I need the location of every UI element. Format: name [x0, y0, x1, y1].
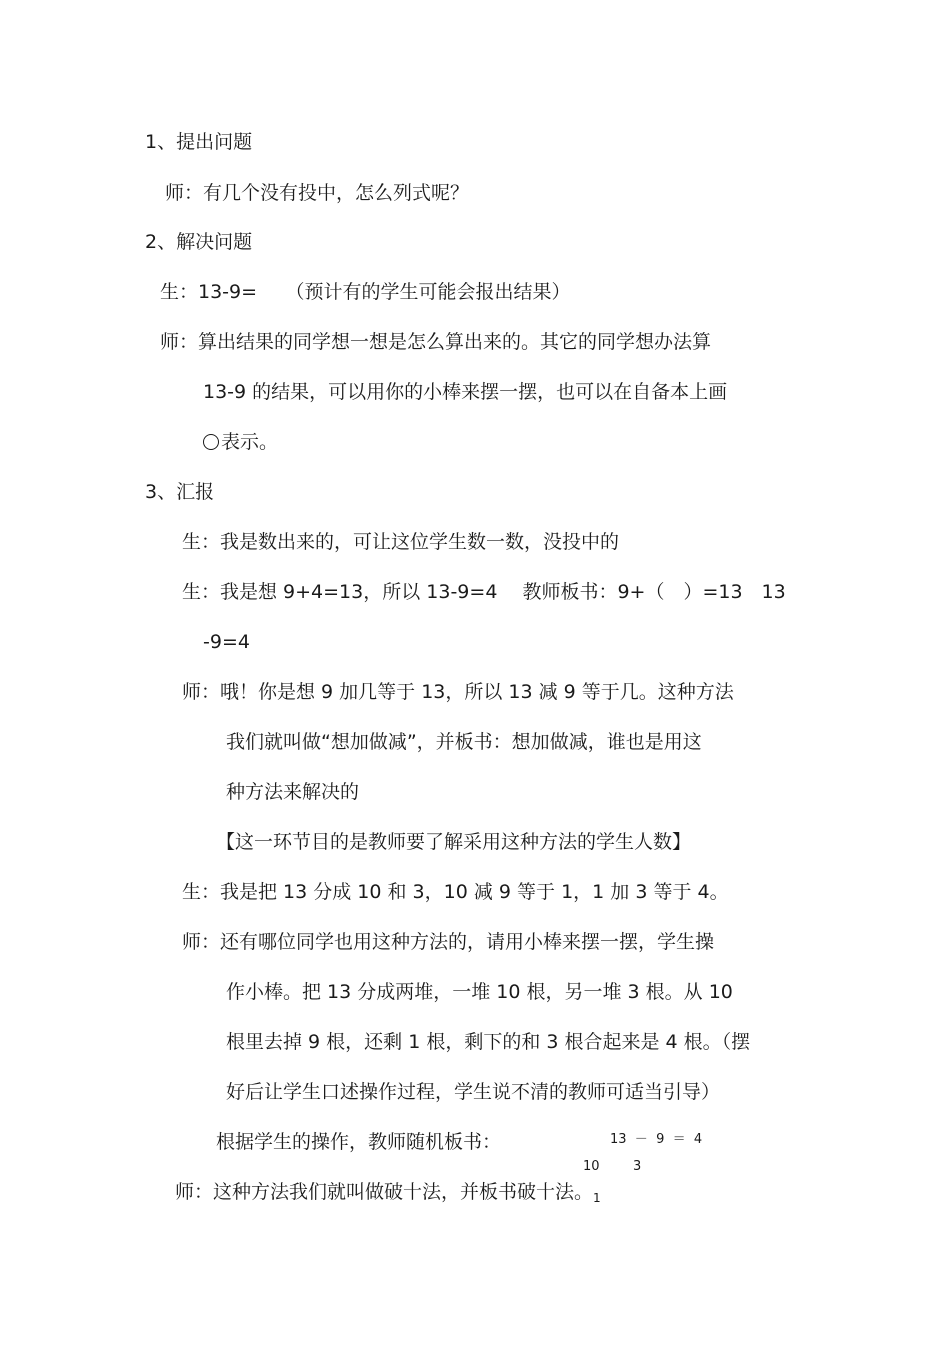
teacher-followup-line-3: 根里去掉 9 根，还剩 1 根，剩下的和 3 根合起来是 4 根。（摆: [226, 1031, 751, 1053]
teacher-response-line-2: 我们就叫做“想加做减”，并板书：想加做减，谁也是用这: [226, 731, 702, 753]
teacher-question: 师：有几个没有投中，怎么列式呢？: [165, 182, 470, 204]
student-answer: 生：13-9= （预计有的学生可能会报出结果）: [160, 281, 571, 303]
conclusion-text: 师：这种方法我们就叫做破十法，并板书破十法。: [175, 1181, 594, 1203]
page-number: 1: [593, 1191, 601, 1205]
student-report-2-line-1: 生：我是想 9+4=13，所以 13-9=4 教师板书：9+（ ）=13 13: [182, 581, 786, 603]
teacher-conclusion: [175, 1183, 601, 1204]
teacher-instruction-line-2: 13-9 的结果，可以用你的小棒来摆一摆，也可以在自备本上画: [203, 381, 728, 403]
teacher-followup-line-4: 好后让学生口述操作过程，学生说不清的教师可适当引导）: [226, 1081, 721, 1103]
teaching-note: 【这一环节目的是教师要了解采用这种方法的学生人数】: [216, 831, 692, 853]
board-equation: 13 － 9 ＝ 4: [610, 1132, 703, 1147]
teacher-response-line-3: 种方法来解决的: [226, 781, 360, 803]
board-split-three: 3: [633, 1159, 642, 1174]
teacher-instruction-line-1: 师：算出结果的同学想一想是怎么算出来的。其它的同学想办法算: [160, 331, 712, 353]
section-3-heading: 3、汇报: [145, 481, 215, 503]
teacher-response-line-1: 师：哦！你是想 9 加几等于 13，所以 13 减 9 等于几。这种方法: [182, 681, 734, 703]
board-split-ten: 10: [583, 1159, 600, 1174]
student-report-1: 生：我是数出来的，可让这位学生数一数，没投中的: [182, 531, 620, 553]
instruction-line-3-text: 表示。: [221, 431, 279, 453]
student-report-3: 生：我是把 13 分成 10 和 3，10 减 9 等于 1，1 加 3 等于 4。: [182, 881, 729, 903]
teacher-instruction-line-3: [203, 433, 278, 452]
board-intro: 根据学生的操作，教师随机板书：: [216, 1131, 502, 1153]
section-2-heading: 2、解决问题: [145, 231, 253, 253]
student-report-2-line-2: -9=4: [203, 631, 250, 653]
circle-icon: [203, 434, 219, 450]
teacher-followup-line-2: 作小棒。把 13 分成两堆，一堆 10 根，另一堆 3 根。从 10: [226, 981, 733, 1003]
teacher-followup-line-1: 师：还有哪位同学也用这种方法的，请用小棒来摆一摆，学生操: [182, 931, 715, 953]
section-1-heading: 1、提出问题: [145, 131, 253, 153]
